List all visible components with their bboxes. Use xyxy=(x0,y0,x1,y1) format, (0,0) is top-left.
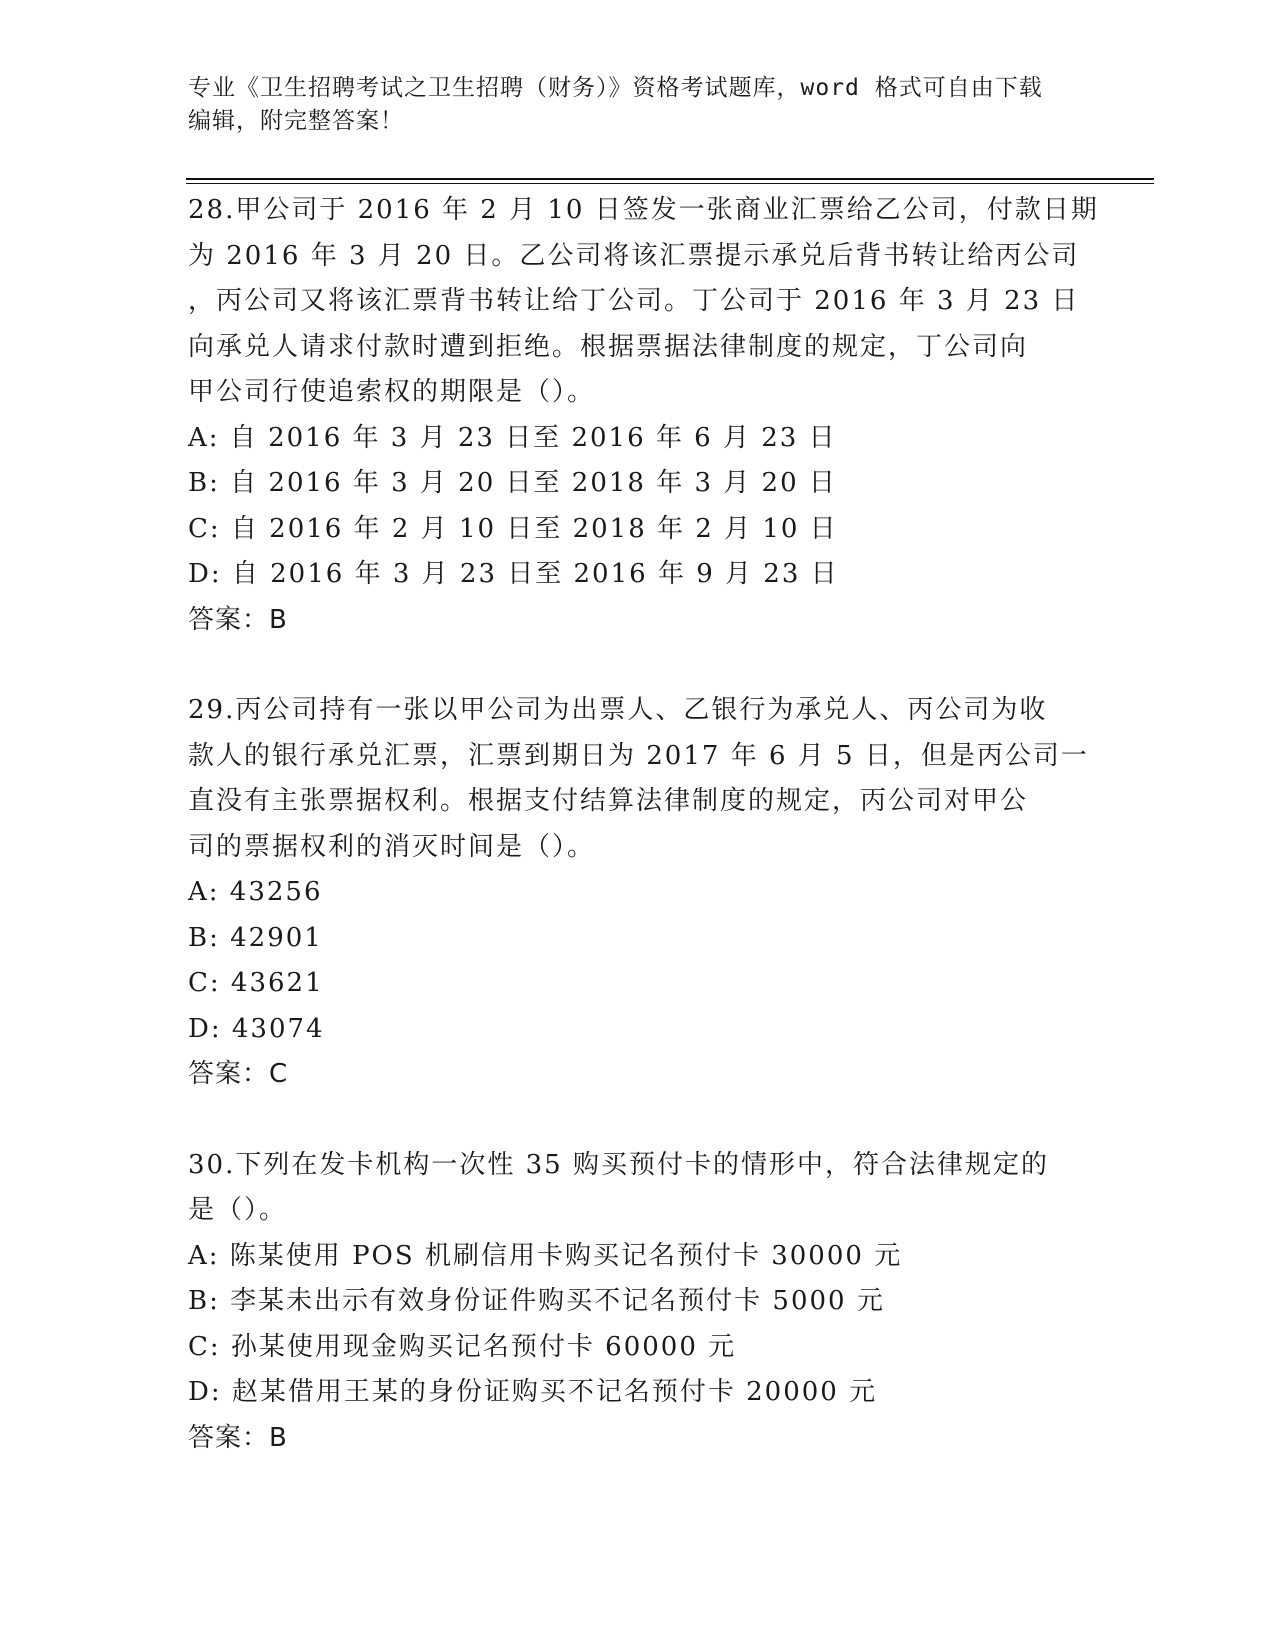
option-d: D: 赵某借用王某的身份证购买不记名预付卡 20000 元 xyxy=(188,1377,878,1407)
header-divider-thin xyxy=(186,183,1154,184)
question-text-line: 为 2016 年 3 月 20 日。乙公司将该汇票提示承兑后背书转让给丙公司 xyxy=(188,240,1080,271)
header-line-2: 编辑，附完整答案！ xyxy=(188,108,404,134)
question-text-line: 款人的银行承兑汇票，汇票到期日为 2017 年 6 月 5 日，但是丙公司一 xyxy=(188,740,1089,771)
answer-label: 答案：B xyxy=(188,1422,288,1453)
spacer xyxy=(188,643,1088,688)
question-text-line: 向承兑人请求付款时遭到拒绝。根据票据法律制度的规定，丁公司向 xyxy=(188,331,1029,362)
question-list xyxy=(188,188,1099,1461)
question-30 xyxy=(188,1143,1088,1462)
option-d: D: 自 2016 年 3 月 23 日至 2016 年 9 月 23 日 xyxy=(188,559,839,589)
question-text-line: 司的票据权利的消灭时间是（）。 xyxy=(188,831,596,862)
question-text-line: 甲公司行使追索权的期限是（）。 xyxy=(188,377,596,407)
option-c: C: 自 2016 年 2 月 10 日至 2018 年 2 月 10 日 xyxy=(188,513,838,544)
option-a: A: 自 2016 年 3 月 23 日至 2016 年 6 月 23 日 xyxy=(188,422,837,453)
option-a: A: 43256 xyxy=(188,877,323,907)
document-header xyxy=(188,72,1088,138)
answer-label: 答案：C xyxy=(188,1059,289,1089)
header-divider xyxy=(186,178,1154,180)
question-28 xyxy=(188,188,1099,643)
option-b: B: 李某未出示有效身份证件购买不记名预付卡 5000 元 xyxy=(188,1286,885,1316)
header-line-1: 专业《卫生招聘考试之卫生招聘（财务）》资格考试题库，word 格式可自由下载 xyxy=(188,75,1043,101)
question-text-line: 29.丙公司持有一张以甲公司为出票人、乙银行为承兑人、丙公司为收 xyxy=(188,695,1048,725)
option-b: B: 42901 xyxy=(188,922,323,953)
option-a: A: 陈某使用 POS 机刷信用卡购买记名预付卡 30000 元 xyxy=(188,1240,903,1271)
question-text-line: 是（）。 xyxy=(188,1195,288,1225)
question-text-line: 28.甲公司于 2016 年 2 月 10 日签发一张商业汇票给乙公司，付款日期 xyxy=(188,195,1099,225)
option-d: D: 43074 xyxy=(188,1013,325,1044)
spacer xyxy=(188,1098,1088,1143)
question-text-line: 30.下列在发卡机构一次性 35 购买预付卡的情形中，符合法律规定的 xyxy=(188,1149,1049,1180)
option-c: C: 43621 xyxy=(188,968,324,998)
question-text-line: ，丙公司又将该汇票背书转让给丁公司。丁公司于 2016 年 3 月 23 日 xyxy=(188,286,1080,316)
answer-label: 答案：B xyxy=(188,604,288,635)
question-text-line: 直没有主张票据权利。根据支付结算法律制度的规定，丙公司对甲公 xyxy=(188,786,1029,816)
question-29 xyxy=(188,688,1088,1098)
option-c: C: 孙某使用现金购买记名预付卡 60000 元 xyxy=(188,1331,737,1362)
option-b: B: 自 2016 年 3 月 20 日至 2018 年 3 月 20 日 xyxy=(188,468,837,498)
